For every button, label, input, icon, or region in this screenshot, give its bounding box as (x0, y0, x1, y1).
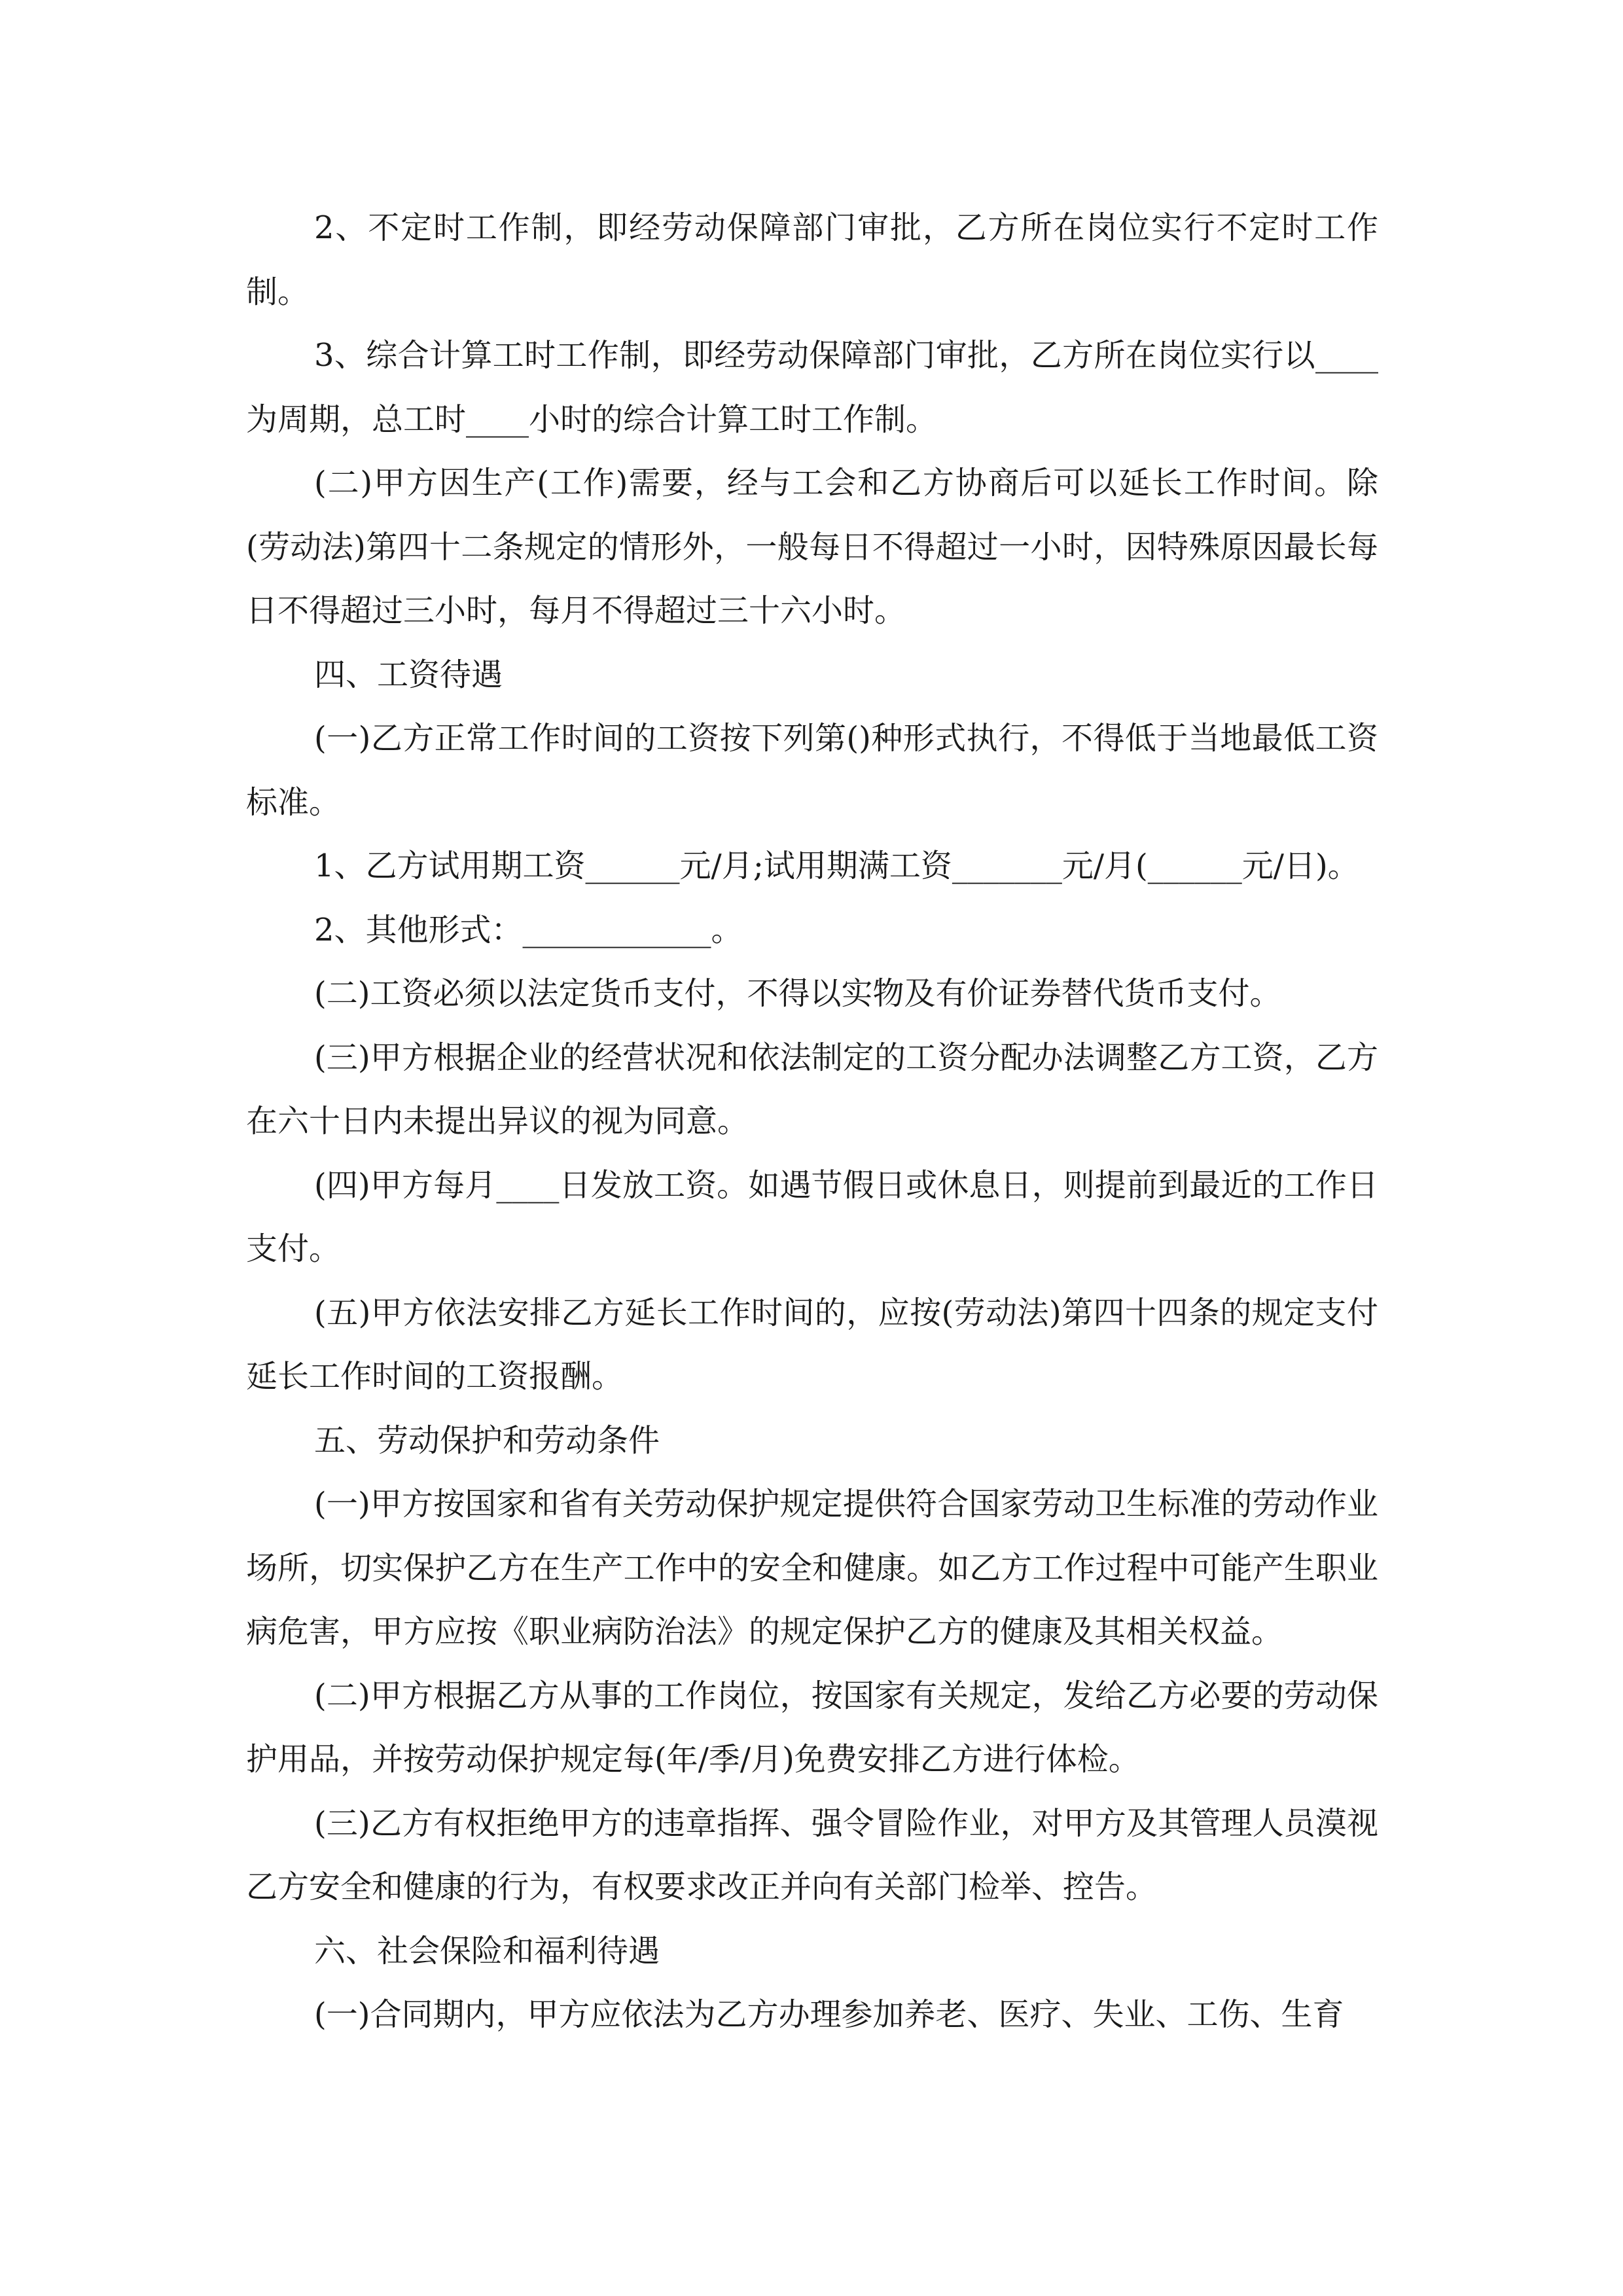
paragraph-payday: (四)甲方每月____日发放工资。如遇节假日或休息日，则提前到最近的工作日支付。 (246, 1166, 1378, 1267)
paragraph-comprehensive-hours: 3、综合计算工时工作制，即经劳动保障部门审批，乙方所在岗位实行以____为周期，总工时____小时的综合计算工时工作制。 (246, 337, 1378, 438)
paragraph-right-to-refuse: (三)乙方有权拒绝甲方的违章指挥、强令冒险作业，对甲方及其管理人员漠视乙方安全和健康的行为，有权要求改正并向有关部门检举、控告。 (246, 1804, 1378, 1905)
paragraph-protective-equipment: (二)甲方根据乙方从事的工作岗位，按国家有关规定，发给乙方必要的劳动保护用品，并按劳动保护规定每(年/季/月)免费安排乙方进行体检。 (246, 1677, 1378, 1778)
paragraph-wage-form: (一)乙方正常工作时间的工资按下列第()种形式执行，不得低于当地最低工资标准。 (246, 720, 1378, 821)
paragraph-probation-wage: 1、乙方试用期工资______元/月;试用期满工资_______元/月(______元/日)。 (314, 848, 1359, 884)
paragraph-irregular-hours: 2、不定时工作制，即经劳动保障部门审批，乙方所在岗位实行不定时工作制。 (246, 209, 1378, 310)
section-heading-labor-protection: 五、劳动保护和劳动条件 (314, 1422, 660, 1459)
paragraph-overtime-limits: (二)甲方因生产(工作)需要，经与工会和乙方协商后可以延长工作时间。除(劳动法)第四十二条规定的情形外，一般每日不得超过一小时，因特殊原因最长每日不得超过三小时，每月不得超过三十六小时。 (246, 465, 1378, 629)
paragraph-legal-currency: (二)工资必须以法定货币支付，不得以实物及有价证券替代货币支付。 (314, 975, 1281, 1012)
paragraph-wage-adjustment: (三)甲方根据企业的经营状况和依法制定的工资分配办法调整乙方工资，乙方在六十日内未提出异议的视为同意。 (246, 1039, 1378, 1139)
paragraph-insurance-enrollment: (一)合同期内，甲方应依法为乙方办理参加养老、医疗、失业、工伤、生育 (314, 1996, 1344, 2033)
paragraph-overtime-pay: (五)甲方依法安排乙方延长工作时间的，应按(劳动法)第四十四条的规定支付延长工作时间的工资报酬。 (246, 1294, 1378, 1395)
section-heading-social-insurance: 六、社会保险和福利待遇 (314, 1932, 660, 1969)
paragraph-workplace-safety: (一)甲方按国家和省有关劳动保护规定提供符合国家劳动卫生标准的劳动作业场所，切实保护乙方在生产工作中的安全和健康。如乙方工作过程中可能产生职业病危害，甲方应按《职业病防治法》的规定保护乙方的健康及其相关权益。 (246, 1486, 1378, 1650)
section-heading-wages: 四、工资待遇 (314, 656, 503, 693)
document-body (246, 196, 1378, 2047)
paragraph-other-form: 2、其他形式：____________。 (314, 911, 743, 948)
